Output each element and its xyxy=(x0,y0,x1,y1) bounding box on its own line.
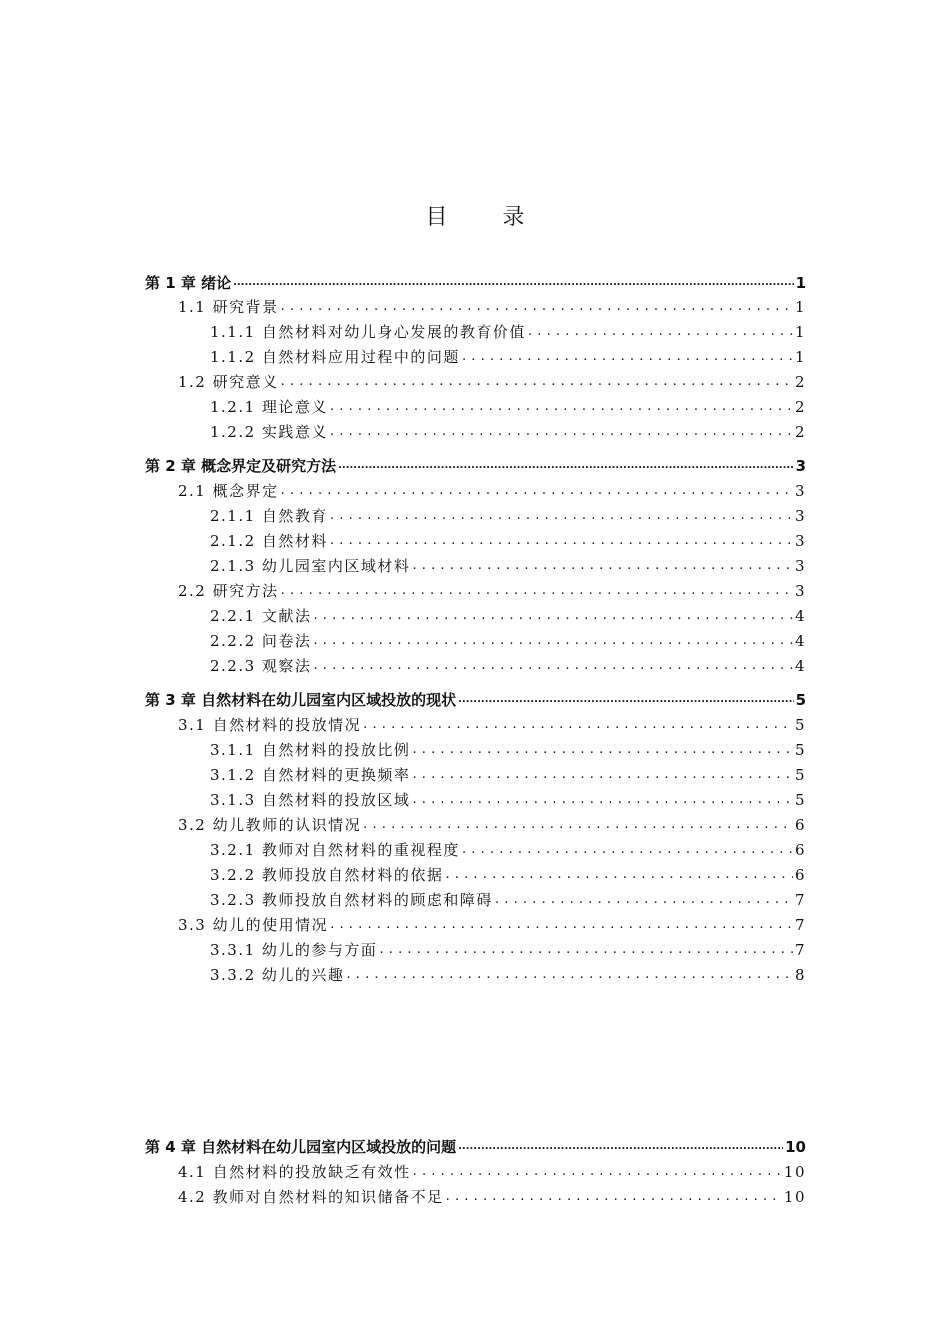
dot-leader xyxy=(233,272,793,294)
dot-leader xyxy=(458,1136,783,1158)
toc-entry-page: 10 xyxy=(783,1188,806,1206)
toc-entry-label: 第 4 章 自然材料在幼儿园室内区域投放的问题 xyxy=(145,1138,457,1156)
toc-entry[interactable] xyxy=(210,789,806,811)
toc-entry[interactable] xyxy=(210,764,806,786)
dot-leader xyxy=(281,480,793,502)
toc-entry-page: 3 xyxy=(794,507,806,525)
toc-entry[interactable] xyxy=(210,630,806,652)
toc-entry-label: 2.2 研究方法 xyxy=(178,582,279,600)
toc-entry[interactable] xyxy=(178,914,806,936)
toc-entry[interactable] xyxy=(178,714,806,736)
toc-entry-page: 7 xyxy=(794,941,806,959)
toc-entry[interactable] xyxy=(178,371,806,393)
dot-leader xyxy=(330,505,793,527)
toc-entry[interactable] xyxy=(210,421,806,443)
dot-leader xyxy=(313,630,793,652)
toc-entry-page: 5 xyxy=(794,766,806,784)
toc-entry[interactable] xyxy=(178,296,806,318)
toc-entry-label: 第 2 章 概念界定及研究方法 xyxy=(145,457,337,475)
dot-leader xyxy=(412,555,793,577)
toc-entry[interactable] xyxy=(210,964,806,986)
toc-entry-label: 3.1.3 自然材料的投放区域 xyxy=(210,791,411,809)
toc-entry[interactable] xyxy=(210,530,806,552)
toc-entry[interactable] xyxy=(178,1161,806,1183)
toc-entry-page: 1 xyxy=(794,348,806,366)
toc-entry[interactable] xyxy=(210,396,806,418)
toc-entry[interactable] xyxy=(178,580,806,602)
toc-entry-label: 3.3.1 幼儿的参与方面 xyxy=(210,941,378,959)
toc-entry[interactable] xyxy=(145,272,806,294)
toc-entry-label: 2.2.3 观察法 xyxy=(210,657,312,675)
toc-entry-label: 3.1 自然材料的投放情况 xyxy=(178,716,362,734)
toc-entry[interactable] xyxy=(178,814,806,836)
dot-leader xyxy=(412,789,793,811)
dot-leader xyxy=(338,455,793,477)
toc-entry-page: 8 xyxy=(794,966,806,984)
toc-entry-page: 5 xyxy=(794,716,806,734)
toc-entry-label: 3.1.1 自然材料的投放比例 xyxy=(210,741,411,759)
toc-entry-label: 1.1 研究背景 xyxy=(178,298,279,316)
toc-entry[interactable] xyxy=(178,480,806,502)
dot-leader xyxy=(363,714,793,736)
toc-entry-label: 2.1.3 幼儿园室内区域材料 xyxy=(210,557,411,575)
toc-entry[interactable] xyxy=(210,605,806,627)
toc-entry[interactable] xyxy=(210,839,806,861)
toc-entry[interactable] xyxy=(210,346,806,368)
toc-entry-page: 5 xyxy=(794,791,806,809)
toc-entry-page: 4 xyxy=(794,632,806,650)
toc-entry-page: 3 xyxy=(794,582,806,600)
dot-leader xyxy=(330,914,793,936)
dot-leader xyxy=(330,530,793,552)
toc-entry-page: 1 xyxy=(794,298,806,316)
toc-entry-label: 1.2.1 理论意义 xyxy=(210,398,328,416)
toc-entry-page: 10 xyxy=(783,1163,806,1181)
toc-entry-page: 10 xyxy=(785,1138,806,1156)
toc-entry[interactable] xyxy=(210,555,806,577)
toc-entry[interactable] xyxy=(145,1136,806,1158)
toc-entry-label: 1.2 研究意义 xyxy=(178,373,279,391)
dot-leader xyxy=(458,689,793,711)
toc-entry-page: 2 xyxy=(794,423,806,441)
toc-entry[interactable] xyxy=(210,939,806,961)
toc-title: 目 录 xyxy=(425,205,549,230)
toc-entry-page: 2 xyxy=(794,373,806,391)
toc-entry[interactable] xyxy=(210,739,806,761)
toc-entry-label: 2.1.2 自然材料 xyxy=(210,532,328,550)
dot-leader xyxy=(462,839,793,861)
toc-entry-page: 4 xyxy=(794,607,806,625)
dot-leader xyxy=(281,371,793,393)
toc-entry-label: 3.2 幼儿教师的认识情况 xyxy=(178,816,362,834)
dot-leader xyxy=(313,605,793,627)
toc-entry[interactable] xyxy=(145,689,806,711)
toc-entry[interactable] xyxy=(210,505,806,527)
toc-entry-page: 1 xyxy=(795,274,806,292)
dot-leader xyxy=(330,396,793,418)
toc-entry-label: 3.2.2 教师投放自然材料的依据 xyxy=(210,866,444,884)
toc-entry-label: 2.2.1 文献法 xyxy=(210,607,312,625)
toc-entry-page: 7 xyxy=(794,891,806,909)
toc-entry-label: 2.1 概念界定 xyxy=(178,482,279,500)
dot-leader xyxy=(462,346,793,368)
toc-entry-page: 5 xyxy=(795,691,806,709)
toc-entry-label: 2.1.1 自然教育 xyxy=(210,507,328,525)
dot-leader xyxy=(330,421,793,443)
dot-leader xyxy=(412,764,793,786)
dot-leader xyxy=(412,739,793,761)
toc-entry-page: 1 xyxy=(794,323,806,341)
toc-entry-page: 2 xyxy=(794,398,806,416)
dot-leader xyxy=(363,814,793,836)
toc-entry-label: 3.2.1 教师对自然材料的重视程度 xyxy=(210,841,460,859)
toc-entry-label: 2.2.2 问卷法 xyxy=(210,632,312,650)
toc-entry-page: 3 xyxy=(794,557,806,575)
toc-entry-label: 3.3 幼儿的使用情况 xyxy=(178,916,329,934)
toc-entry-page: 4 xyxy=(794,657,806,675)
toc-entry-label: 4.1 自然材料的投放缺乏有效性 xyxy=(178,1163,411,1181)
toc-entry[interactable] xyxy=(210,864,806,886)
toc-entry-page: 3 xyxy=(795,457,806,475)
dot-leader xyxy=(528,321,793,343)
toc-entry-label: 第 3 章 自然材料在幼儿园室内区域投放的现状 xyxy=(145,691,457,709)
dot-leader xyxy=(379,939,793,961)
dot-leader xyxy=(495,889,793,911)
toc-entry-label: 第 1 章 绪论 xyxy=(145,274,232,292)
dot-leader xyxy=(281,296,793,318)
toc-entry-page: 6 xyxy=(794,816,806,834)
toc-entry-label: 3.2.3 教师投放自然材料的顾虑和障碍 xyxy=(210,891,493,909)
toc-entry[interactable] xyxy=(145,455,806,477)
dot-leader xyxy=(281,580,793,602)
dot-leader xyxy=(413,1161,782,1183)
toc-entry-page: 6 xyxy=(794,866,806,884)
toc-entry[interactable] xyxy=(210,889,806,911)
toc-entry-label: 3.3.2 幼儿的兴趣 xyxy=(210,966,345,984)
dot-leader xyxy=(445,864,793,886)
dot-leader xyxy=(313,655,793,677)
toc-entry-label: 1.1.2 自然材料应用过程中的问题 xyxy=(210,348,460,366)
toc-entry-label: 3.1.2 自然材料的更换频率 xyxy=(210,766,411,784)
toc-entry[interactable] xyxy=(210,655,806,677)
toc-entry[interactable] xyxy=(210,321,806,343)
toc-entry-page: 7 xyxy=(794,916,806,934)
toc-entry-page: 5 xyxy=(794,741,806,759)
toc-entry[interactable] xyxy=(178,1186,806,1208)
dot-leader xyxy=(446,1186,782,1208)
toc-entry-label: 1.1.1 自然材料对幼儿身心发展的教育价值 xyxy=(210,323,526,341)
toc-entry-label: 4.2 教师对自然材料的知识储备不足 xyxy=(178,1188,444,1206)
toc-entry-label: 1.2.2 实践意义 xyxy=(210,423,328,441)
toc-entry-page: 6 xyxy=(794,841,806,859)
toc-entry-page: 3 xyxy=(794,532,806,550)
dot-leader xyxy=(346,964,793,986)
toc-entry-page: 3 xyxy=(794,482,806,500)
